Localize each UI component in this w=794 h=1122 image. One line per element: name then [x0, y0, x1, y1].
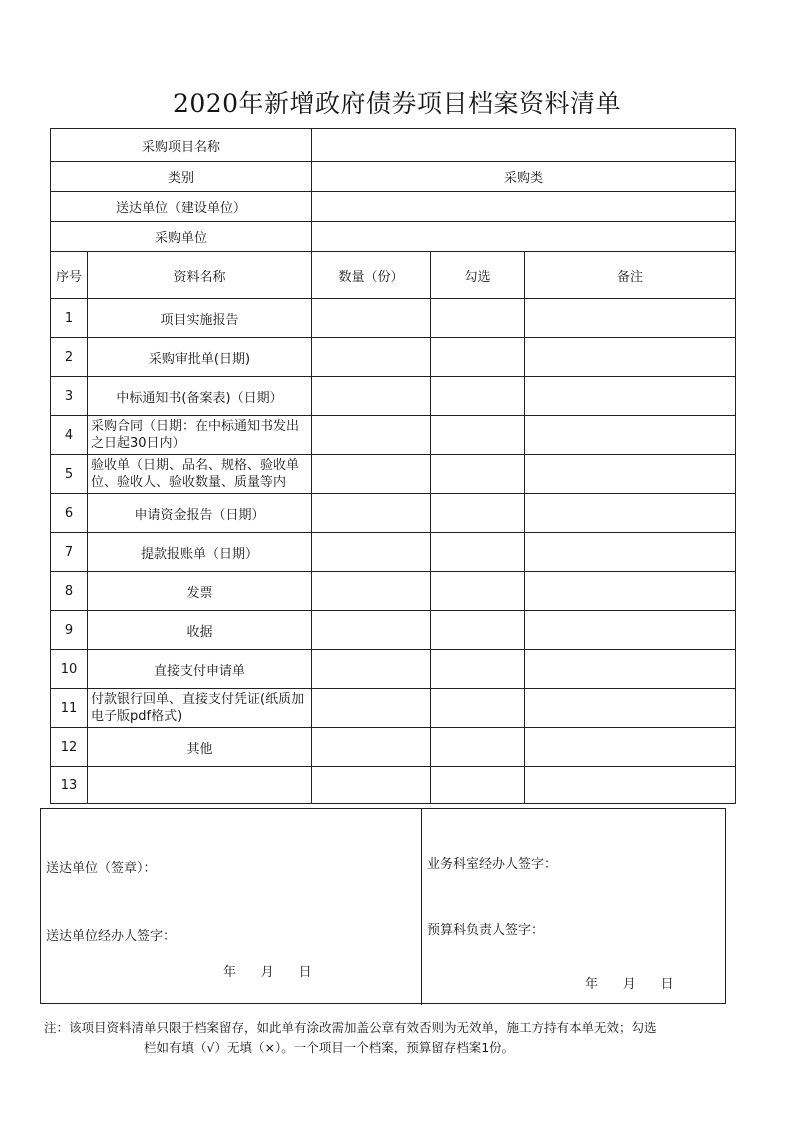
- row-name: 验收单（日期、品名、规格、验收单位、验收人、验收数量、质量等内: [88, 455, 312, 494]
- row-check-cell[interactable]: [431, 650, 525, 689]
- budget-head-signature-label: 预算科负责人签字：: [427, 923, 545, 938]
- row-qty-cell[interactable]: [312, 728, 431, 767]
- row-qty-cell[interactable]: [312, 611, 431, 650]
- row-remark-cell[interactable]: [525, 572, 736, 611]
- project-name-label: 采购项目名称: [51, 129, 312, 162]
- row-check-cell[interactable]: [431, 455, 525, 494]
- approval-date-label: 年 月 日: [585, 977, 674, 992]
- row-check-cell[interactable]: [431, 572, 525, 611]
- row-name: 付款银行回单、直接支付凭证(纸质加电子版pdf格式): [88, 689, 312, 728]
- footnote-line-2: 栏如有填（√）无填（×）。一个项目一个档案，预算留存档案1份。: [144, 1040, 515, 1055]
- row-check-cell[interactable]: [431, 767, 525, 804]
- row-no: 1: [51, 299, 88, 338]
- row-name[interactable]: [88, 767, 312, 804]
- row-remark-cell[interactable]: [525, 728, 736, 767]
- table-row: [51, 494, 736, 533]
- row-name: 提款报账单（日期）: [88, 533, 312, 572]
- footnote: [44, 1018, 744, 1058]
- table-row: [51, 533, 736, 572]
- sender-unit-seal-label: 送达单位（签章）：: [46, 861, 157, 876]
- table-row: [51, 338, 736, 377]
- table-row: [51, 767, 736, 804]
- row-name: 发票: [88, 572, 312, 611]
- row-no: 5: [51, 455, 88, 494]
- row-name: 采购审批单(日期): [88, 338, 312, 377]
- signature-box: [40, 808, 726, 1004]
- row-no: 4: [51, 416, 88, 455]
- row-name: 其他: [88, 728, 312, 767]
- row-check-cell[interactable]: [431, 728, 525, 767]
- table-row: [51, 377, 736, 416]
- row-check-cell[interactable]: [431, 611, 525, 650]
- column-header-no: 序号: [51, 252, 88, 299]
- row-qty-cell[interactable]: [312, 494, 431, 533]
- category-label: 类别: [51, 162, 312, 192]
- header-row-delivery-unit: [51, 192, 736, 222]
- row-remark-cell[interactable]: [525, 494, 736, 533]
- column-header-qty: 数量（份）: [312, 252, 431, 299]
- row-check-cell[interactable]: [431, 689, 525, 728]
- header-row-purchasing-unit: [51, 222, 736, 252]
- row-name: 中标通知书(备案表)（日期）: [88, 377, 312, 416]
- row-remark-cell[interactable]: [525, 650, 736, 689]
- row-no: 7: [51, 533, 88, 572]
- row-remark-cell[interactable]: [525, 377, 736, 416]
- table-row: [51, 650, 736, 689]
- row-check-cell[interactable]: [431, 338, 525, 377]
- table-row: [51, 416, 736, 455]
- footnote-line-1: 注：该项目资料清单只限于档案留存，如此单有涂改需加盖公章有效否则为无效单，施工方持有本单无效；勾选: [44, 1020, 657, 1035]
- row-remark-cell[interactable]: [525, 533, 736, 572]
- header-row-category: [51, 162, 736, 192]
- table-row: [51, 299, 736, 338]
- row-check-cell[interactable]: [431, 494, 525, 533]
- sender-date-label: 年 月 日: [223, 965, 312, 980]
- purchasing-unit-value[interactable]: [312, 222, 736, 252]
- delivery-unit-value[interactable]: [312, 192, 736, 222]
- column-header-check: 勾选: [431, 252, 525, 299]
- row-qty-cell[interactable]: [312, 299, 431, 338]
- row-remark-cell[interactable]: [525, 689, 736, 728]
- row-name: 申请资金报告（日期）: [88, 494, 312, 533]
- checklist-table: [50, 128, 736, 804]
- row-name: 收据: [88, 611, 312, 650]
- row-qty-cell[interactable]: [312, 416, 431, 455]
- row-qty-cell[interactable]: [312, 533, 431, 572]
- table-row: [51, 572, 736, 611]
- signature-divider: [421, 809, 422, 1005]
- table-row: [51, 728, 736, 767]
- header-row-project-name: [51, 129, 736, 162]
- row-remark-cell[interactable]: [525, 416, 736, 455]
- row-remark-cell[interactable]: [525, 299, 736, 338]
- project-name-value[interactable]: [312, 129, 736, 162]
- table-row: [51, 455, 736, 494]
- category-value[interactable]: 采购类: [312, 162, 736, 192]
- row-qty-cell[interactable]: [312, 572, 431, 611]
- row-no: 6: [51, 494, 88, 533]
- row-name: 直接支付申请单: [88, 650, 312, 689]
- row-no: 9: [51, 611, 88, 650]
- column-header-name: 资料名称: [88, 252, 312, 299]
- row-check-cell[interactable]: [431, 533, 525, 572]
- row-remark-cell[interactable]: [525, 611, 736, 650]
- row-name: 采购合同（日期：在中标通知书发出之日起30日内）: [88, 416, 312, 455]
- row-no: 13: [51, 767, 88, 804]
- column-header-remark: 备注: [525, 252, 736, 299]
- sender-agent-signature-label: 送达单位经办人签字：: [46, 929, 177, 944]
- row-no: 8: [51, 572, 88, 611]
- column-header-row: [51, 252, 736, 299]
- row-qty-cell[interactable]: [312, 338, 431, 377]
- row-qty-cell[interactable]: [312, 455, 431, 494]
- delivery-unit-label: 送达单位（建设单位）: [51, 192, 312, 222]
- table-row: [51, 611, 736, 650]
- row-no: 10: [51, 650, 88, 689]
- row-remark-cell[interactable]: [525, 767, 736, 804]
- row-no: 11: [51, 689, 88, 728]
- row-remark-cell[interactable]: [525, 455, 736, 494]
- purchasing-unit-label: 采购单位: [51, 222, 312, 252]
- row-remark-cell[interactable]: [525, 338, 736, 377]
- row-no: 3: [51, 377, 88, 416]
- row-check-cell[interactable]: [431, 416, 525, 455]
- row-qty-cell[interactable]: [312, 377, 431, 416]
- row-no: 2: [51, 338, 88, 377]
- row-qty-cell[interactable]: [312, 767, 431, 804]
- row-no: 12: [51, 728, 88, 767]
- dept-agent-signature-label: 业务科室经办人签字：: [427, 857, 558, 872]
- row-check-cell[interactable]: [431, 377, 525, 416]
- row-check-cell[interactable]: [431, 299, 525, 338]
- row-qty-cell[interactable]: [312, 689, 431, 728]
- table-row: [51, 689, 736, 728]
- row-name: 项目实施报告: [88, 299, 312, 338]
- page-title: 2020年新增政府债券项目档案资料清单: [172, 89, 622, 118]
- checklist-sheet: [50, 128, 735, 808]
- row-qty-cell[interactable]: [312, 650, 431, 689]
